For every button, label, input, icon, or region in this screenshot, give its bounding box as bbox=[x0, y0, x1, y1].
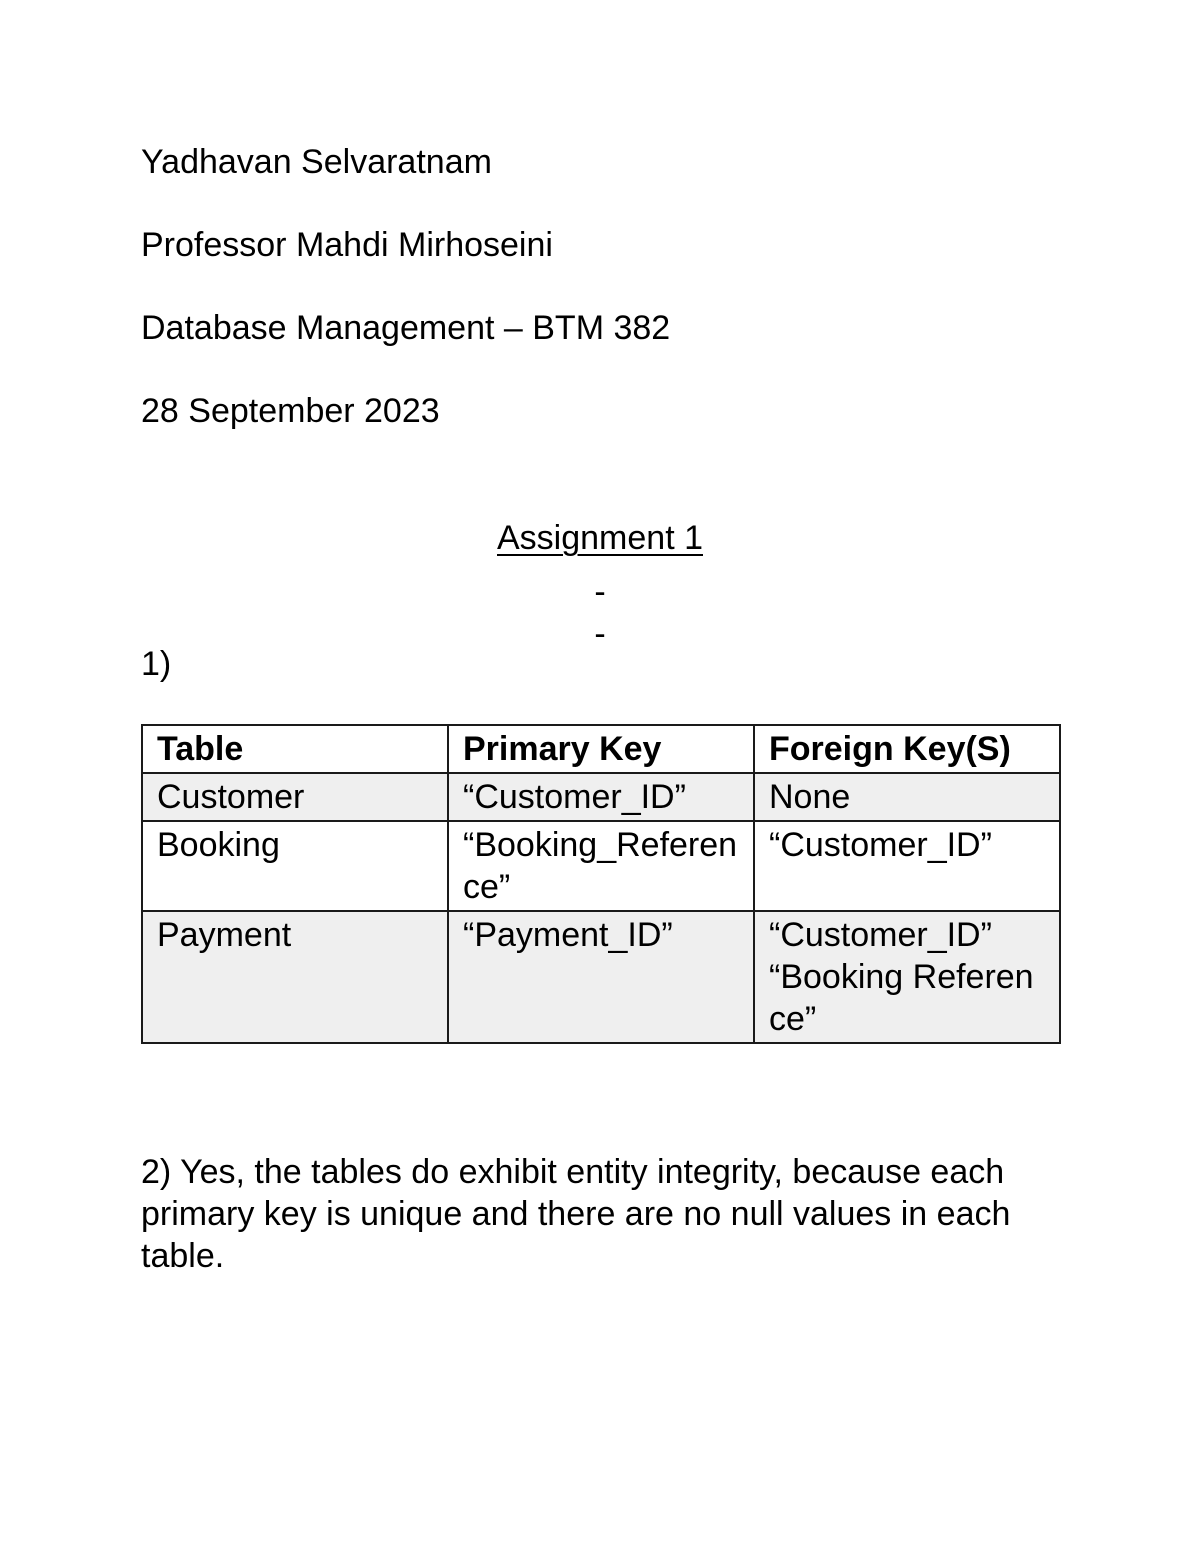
foreign-key: None bbox=[769, 778, 851, 816]
professor-name: Professor Mahdi Mirhoseini bbox=[141, 226, 553, 264]
cell-table-name: Customer bbox=[142, 773, 448, 821]
table-row bbox=[142, 911, 1060, 1043]
dash-2: - bbox=[594, 615, 606, 653]
assignment-title bbox=[0, 518, 1200, 558]
header-table: Table bbox=[142, 725, 448, 773]
cell-table-name: Booking bbox=[142, 821, 448, 911]
question-2-answer: 2) Yes, the tables do exhibit entity integrity, because each primary key is unique and there are no null values in each table. bbox=[141, 1153, 1011, 1275]
table-header-row bbox=[142, 725, 1060, 773]
table-row bbox=[142, 821, 1060, 911]
dash-1: - bbox=[594, 573, 606, 611]
foreign-key: “Customer_ID” bbox=[769, 826, 992, 864]
header-foreign-keys: Foreign Key(S) bbox=[754, 725, 1060, 773]
course-name: Database Management – BTM 382 bbox=[141, 309, 671, 347]
document-date: 28 September 2023 bbox=[141, 392, 440, 430]
author-name: Yadhavan Selvaratnam bbox=[141, 143, 492, 181]
question-1-label: 1) bbox=[141, 645, 172, 683]
foreign-key: “Customer_ID” bbox=[769, 916, 992, 954]
cell-foreign-keys bbox=[754, 821, 1060, 911]
table-row bbox=[142, 773, 1060, 821]
foreign-key: “Booking Reference” bbox=[769, 958, 1034, 1038]
cell-table-name: Payment bbox=[142, 911, 448, 1043]
assignment-title-text: Assignment 1 bbox=[497, 519, 703, 557]
header-primary-key: Primary Key bbox=[448, 725, 754, 773]
cell-primary-key: “Customer_ID” bbox=[448, 773, 754, 821]
cell-primary-key: “Booking_Reference” bbox=[448, 821, 754, 911]
keys-table bbox=[141, 724, 1061, 1044]
cell-foreign-keys bbox=[754, 773, 1060, 821]
cell-foreign-keys bbox=[754, 911, 1060, 1043]
cell-primary-key: “Payment_ID” bbox=[448, 911, 754, 1043]
